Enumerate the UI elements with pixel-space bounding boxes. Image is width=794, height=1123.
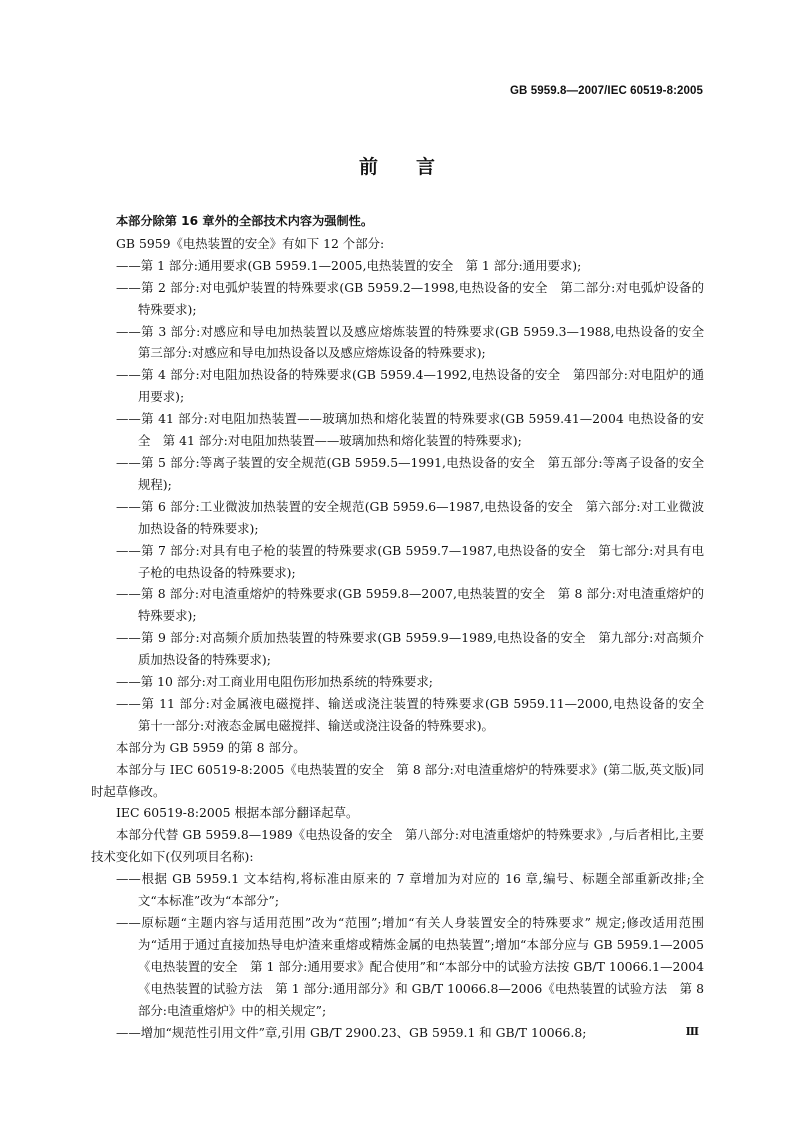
paragraph: 本部分代替 GB 5959.8—1989《电热设备的安全 第八部分:对电渣重熔炉的特殊要求》,与后者相比,主要技术变化如下(仅列项目名称): xyxy=(91,827,704,865)
page-number: Ⅲ xyxy=(685,1025,699,1038)
list-item: ——第 41 部分:对电阻加热装置——玻璃加热和熔化装置的特殊要求(GB 5959.41—2004 电热设备的安全 第 41 部分:对电阻加热装置——玻璃加热和熔化装置的特殊要求); xyxy=(116,411,704,449)
list-item: ——第 6 部分:工业微波加热装置的安全规范(GB 5959.6—1987,电热设备的安全 第六部分:对工业微波加热设备的特殊要求); xyxy=(116,498,704,536)
list-item: ——第 2 部分:对电弧炉装置的特殊要求(GB 5959.2—1998,电热设备的安全 第二部分:对电弧炉设备的特殊要求); xyxy=(116,279,704,317)
list-item: ——第 8 部分:对电渣重熔炉的特殊要求(GB 5959.8—2007,电热装置的安全 第 8 部分:对电渣重熔炉的特殊要求); xyxy=(116,586,704,624)
list-item: ——原标题“主题内容与适用范围”改为“范围”;增加“有关人身装置安全的特殊要求” 规定;修改适用范围为“适用于通过直接加热导电炉渣来重熔或精炼金属的电热装置”;增加“本部分应与 GB 5959.1—2005《电热装置的安全 第 1 部分:通用要求》配合使用”和“本部分中的试验方法按 GB/T 10066.1—2004《电热装置的试验方法 第 1 部分:通用部分》和 GB/T 10066.8—2006《电热装置的试验方法 第 8 部分:电渣重熔炉》中的相关规定”; xyxy=(116,915,704,1018)
list-item: ——第 7 部分:对具有电子枪的装置的特殊要求(GB 5959.7—1987,电热设备的安全 第七部分:对具有电子枪的电热设备的特殊要求); xyxy=(116,542,704,580)
document-body xyxy=(91,211,717,1043)
list-item: ——第 4 部分:对电阻加热设备的特殊要求(GB 5959.4—1992,电热设备的安全 第四部分:对电阻炉的通用要求); xyxy=(116,367,704,405)
paragraph: GB 5959《电热装置的安全》有如下 12 个部分: xyxy=(116,235,385,251)
list-item: ——增加“规范性引用文件”章,引用 GB/T 2900.23、GB 5959.1 和 GB/T 10066.8; xyxy=(116,1024,587,1040)
list-item: ——第 10 部分:对工商业用电阻伤形加热系统的特殊要求; xyxy=(116,674,433,690)
paragraph: 本部分与 IEC 60519-8:2005《电热装置的安全 第 8 部分:对电渣重熔炉的特殊要求》(第二版,英文版)同时起草修改。 xyxy=(91,761,704,799)
list-item: ——根据 GB 5959.1 文本结构,将标准由原来的 7 章增加为对应的 16 章,编号、标题全部重新改排;全文“本标准”改为“本部分”; xyxy=(116,871,704,909)
paragraph: 本部分除第 16 章外的全部技术内容为强制性。 xyxy=(116,214,374,228)
paragraph: 本部分为 GB 5959 的第 8 部分。 xyxy=(116,739,306,755)
page-title: 前言 xyxy=(358,156,473,178)
paragraph: IEC 60519-8:2005 根据本部分翻译起草。 xyxy=(116,805,359,821)
list-item: ——第 11 部分:对金属液电磁搅拌、输送或浇注装置的特殊要求(GB 5959.11—2000,电热设备的安全 第十一部分:对液态金属电磁搅拌、输送或浇注设备的特殊要求)。 xyxy=(116,695,717,733)
list-item: ——第 5 部分:等离子装置的安全规范(GB 5959.5—1991,电热设备的安全 第五部分:等离子设备的安全规程); xyxy=(116,454,704,492)
list-item: ——第 9 部分:对高频介质加热装置的特殊要求(GB 5959.9—1989,电热设备的安全 第九部分:对高频介质加热设备的特殊要求); xyxy=(116,630,704,668)
list-item: ——第 3 部分:对感应和导电加热装置以及感应熔炼装置的特殊要求(GB 5959.3—1988,电热设备的安全 第三部分:对感应和导电加热设备以及感应熔炼设备的特殊要求); xyxy=(116,323,717,361)
standard-code: GB 5959.8—2007/IEC 60519-8:2005 xyxy=(510,85,703,97)
list-item: ——第 1 部分:通用要求(GB 5959.1—2005,电热装置的安全 第 1 部分:通用要求); xyxy=(116,257,582,273)
